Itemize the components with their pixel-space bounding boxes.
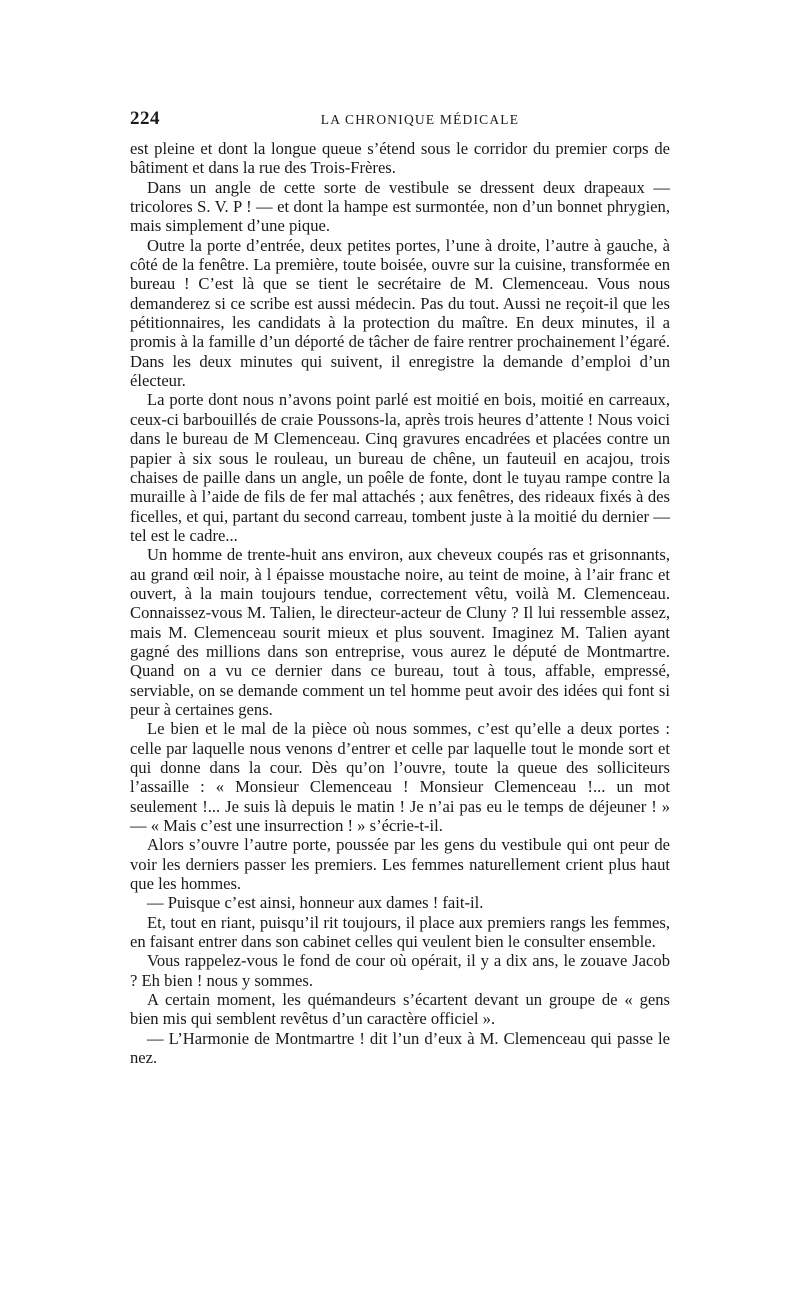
paragraph: Alors s’ouvre l’autre porte, poussée par les gens du vestibule qui ont peur de voir les derniers passer les premiers. Les femmes naturellement crient plus haut que les hommes. [130, 835, 670, 894]
paragraph: La porte dont nous n’avons point parlé est moitié en bois, moitié en carreaux, ceux-ci barbouillés de craie Poussons-la, après trois heures d’attente ! Nous voici dans le bureau de M Clemenceau. Cinq gravures encadrées et placées contre un papier à six sous le rouleau, un bureau de chêne, un fauteuil en acajou, trois chaises de paille dans un angle, un poêle de fonte, dont le tuyau rampe contre la muraille à l’aide de fils de fer mal attachés ; aux fenêtres, des rideaux fixés à des ficelles, et qui, partant du second carreau, tombent juste à la moitié du dernier — tel est le cadre... [130, 390, 670, 545]
paragraph: — Puisque c’est ainsi, honneur aux dames ! fait-il. [147, 893, 484, 913]
page-number: 224 [130, 108, 160, 129]
paragraph: A certain moment, les quémandeurs s’écartent devant un groupe de « gens bien mis qui semblent revêtus d’un caractère officiel ». [130, 990, 670, 1029]
paragraph: Dans un angle de cette sorte de vestibule se dressent deux drapeaux — tricolores S. V. P ! — et dont la hampe est surmontée, non d’un bonnet phrygien, mais simplement d’une pique. [130, 177, 670, 236]
running-head: LA CHRONIQUE MÉDICALE [320, 112, 520, 127]
paragraph: Un homme de trente-huit ans environ, aux cheveux coupés ras et grisonnants, au grand œil noir, à l épaisse moustache noire, au teint de moine, à l’air franc et ouvert, à la main toujours tendue, correctement vêtu, voilà M. Clemenceau. Connaissez-vous M. Talien, le directeur-acteur de Cluny ? Il lui ressemble assez, mais M. Clemenceau sourit mieux et plus souvent. Imaginez M. Talien ayant gagné des millions dans son entreprise, vous aurez le député de Montmartre. Quand on a vu ce dernier dans ce bureau, tout à tous, affable, empressé, serviable, on se demande comment un tel homme peut avoir des idées qui font si peur à certaines gens. [130, 545, 670, 719]
paragraph: Outre la porte d’entrée, deux petites portes, l’une à droite, l’autre à gauche, à côté de la fenêtre. La première, toute boisée, ouvre sur la cuisine, transformée en bureau ! C’est là que se tient le secrétaire de M. Clemenceau. Vous nous demanderez si ce scribe est aussi médecin. Pas du tout. Aussi ne reçoit-il que les pétitionnaires, les candidats à la protection du maître. En deux minutes, il a promis à la famille d’un déporté de tâcher de faire rentrer prochainement l’égaré. Dans les deux minutes qui suivent, il enregistre la demande d’emploi d’un électeur. [130, 235, 670, 391]
paragraph: est pleine et dont la longue queue s’étend sous le corridor du premier corps de bâtiment et dans la rue des Trois-Frères. [130, 139, 670, 178]
body-text [130, 139, 670, 1068]
paragraph: — L’Harmonie de Montmartre ! dit l’un d’eux à M. Clemenceau qui passe le nez. [130, 1028, 670, 1068]
page-header [130, 108, 670, 132]
paragraph: Vous rappelez-vous le fond de cour où opérait, il y a dix ans, le zouave Jacob ? Eh bien ! nous y sommes. [130, 951, 670, 990]
paragraph: Et, tout en riant, puisqu’il rit toujours, il place aux premiers rangs les femmes, en faisant entrer dans son cabinet celles qui veulent bien le consulter ensemble. [130, 912, 670, 952]
paragraph: Le bien et le mal de la pièce où nous sommes, c’est qu’elle a deux portes : celle par laquelle nous venons d’entrer et celle par laquelle tout le monde sort et qui donne dans la cour. Dès qu’on l’ouvre, toute la queue des solliciteurs l’assaille : « Monsieur Clemenceau ! Monsieur Clemenceau !... un mot seulement !... Je suis là depuis le matin ! Je n’ai pas eu le temps de déjeuner ! » — « Mais c’est une insurrection ! » s’écrie-t-il. [130, 719, 670, 836]
